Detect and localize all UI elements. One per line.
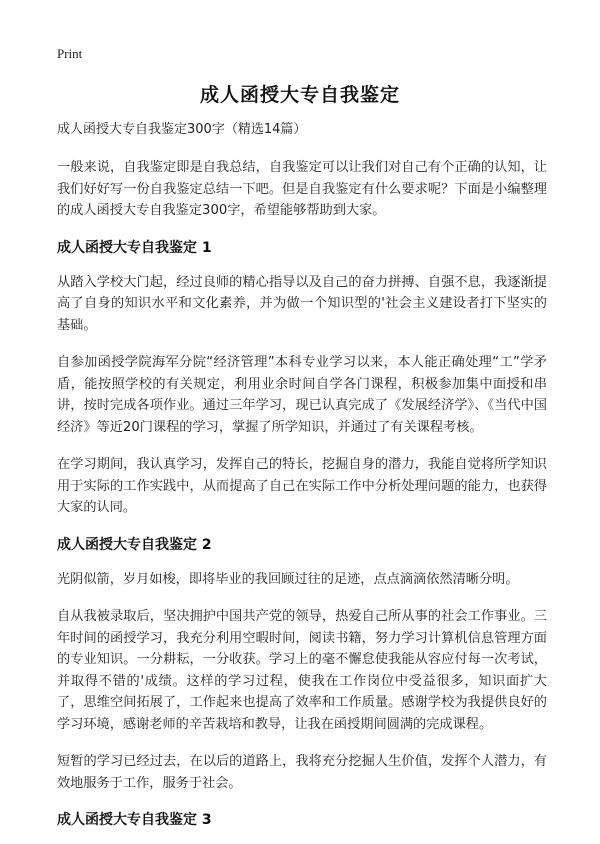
section-1 [57, 238, 547, 519]
paragraph: 在学习期间，我认真学习，发挥自己的特长，挖掘自身的潜力，我能自觉将所学知识用于实际的工作实践中，从而提高了自己在实际工作中分析处理问题的能力，也获得大家的认同。 [57, 457, 547, 515]
intro-paragraph: 一般来说，自我鉴定即是自我总结，自我鉴定可以让我们对自己有个正确的认知，让我们好好写一份自我鉴定总结一下吧。但是自我鉴定有什么要求呢？下面是小编整理的成人函授大专自我鉴定300字，希望能够帮助到大家。 [57, 160, 547, 218]
document-body [57, 120, 547, 844]
page-title: 成人函授大专自我鉴定 [199, 84, 400, 106]
print-link[interactable]: Print [57, 46, 83, 61]
paragraph: 光阴似箭，岁月如梭，即将毕业的我回顾过往的足迹，点点滴滴依然清晰分明。 [57, 571, 519, 587]
section-heading: 成人函授大专自我鉴定 1 [57, 239, 212, 256]
section-3 [57, 810, 547, 830]
paragraph: 自参加函授学院海军分院“经济管理”本科专业学习以来，本人能正确处理“工”学矛盾，能按照学校的有关规定，利用业余时间自学各门课程，积极参加集中面授和串讲，按时完成各项作业。通过三年学习，现已认真完成了《发展经济学》、《当代中国经济》等近20门课程的学习，掌握了所学知识，并通过了有关课程考核。 [57, 355, 547, 435]
paragraph: 从踏入学校大门起，经过良师的精心指导以及自己的奋力拼搏、自强不息，我逐渐提高了自身的知识水平和文化素养，并为做一个知识型的'社会主义建设者打下坚实的基础。 [57, 274, 547, 333]
section-2 [57, 535, 547, 795]
section-heading: 成人函授大专自我鉴定 3 [57, 812, 212, 828]
document-subtitle: 成人函授大专自我鉴定300字（精选14篇） [57, 122, 307, 137]
paragraph: 自从我被录取后，坚决拥护中国共产党的领导，热爱自己所从事的社会工作事业。三年时间的函授学习，我充分利用空暇时间，阅读书籍，努力学习计算机信息管理方面的专业知识。一分耕耘，一分收获。学习上的毫不懈怠使我能从容应付每一次考试，并取得不错的'成绩。这样的学习过程，使我在工作岗位中受益很多，知识面扩大了，思维空间拓展了，工作起来也提高了效率和工作质量。感谢学校为我提供良好的学习环境，感谢老师的辛苦栽培和教导，让我在函授期间圆满的完成课程。 [57, 609, 547, 732]
paragraph: 短暂的学习已经过去，在以后的道路上，我将充分挖掘人生价值，发挥个人潜力，有效地服务于工作，服务于社会。 [57, 754, 547, 791]
section-heading: 成人函授大专自我鉴定 2 [57, 536, 212, 553]
